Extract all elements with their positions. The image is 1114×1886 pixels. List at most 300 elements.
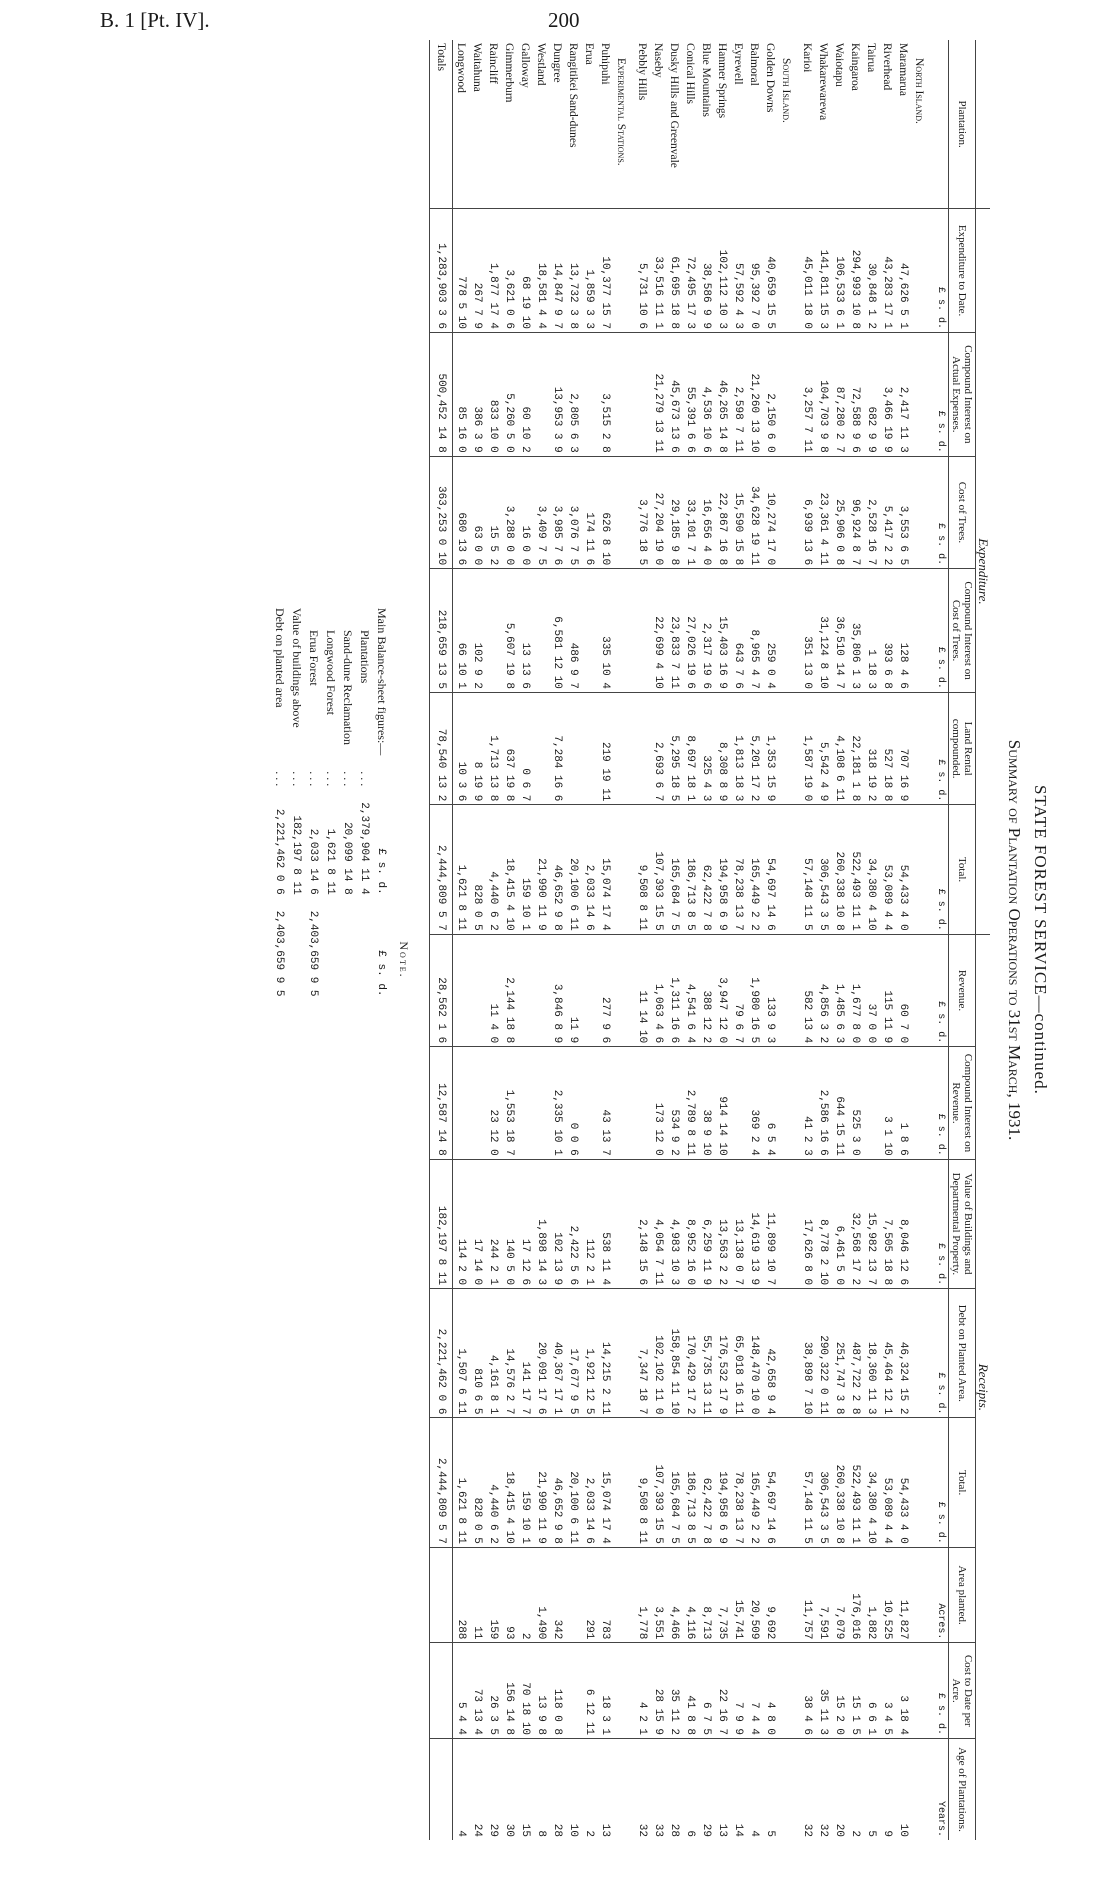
empty-cell bbox=[613, 1418, 634, 1547]
empty-cell bbox=[778, 692, 799, 804]
rotated-page bbox=[170, 40, 1050, 1840]
unit-cell: £ s. d. bbox=[932, 456, 949, 568]
table-cell: 11,827 bbox=[895, 1547, 911, 1643]
empty-cell bbox=[911, 805, 932, 934]
totals-cell: 2,444,809 5 7 bbox=[430, 1418, 453, 1547]
table-cell: 6 12 11 bbox=[581, 1643, 597, 1739]
unit-cell: £ s. d. bbox=[932, 1289, 949, 1418]
table-cell: 8,713 bbox=[698, 1547, 714, 1643]
table-row bbox=[847, 40, 863, 1840]
table-cell: 72,495 17 3 bbox=[682, 209, 698, 333]
table-cell: 54,697 14 6 bbox=[762, 1418, 778, 1547]
table-cell: 6 bbox=[682, 1739, 698, 1840]
table-cell: 9 bbox=[879, 1739, 895, 1840]
table-cell: 13 bbox=[597, 1739, 613, 1840]
table-cell: 288 bbox=[453, 1547, 470, 1643]
table-cell bbox=[485, 569, 501, 693]
empty-cell bbox=[613, 1159, 634, 1288]
table-cell: 4 2 1 bbox=[634, 1643, 650, 1739]
table-cell: 7,591 bbox=[815, 1547, 831, 1643]
unit-cell bbox=[932, 40, 949, 209]
table-cell: 15,590 15 8 bbox=[730, 456, 746, 568]
table-cell: 4,440 6 2 bbox=[485, 805, 501, 934]
table-cell: 6 5 4 bbox=[762, 1047, 778, 1159]
table-cell: 34,380 4 10 bbox=[863, 805, 879, 934]
table-cell: 107,393 15 5 bbox=[650, 805, 666, 934]
page-number: 200 bbox=[548, 8, 580, 32]
table-cell: 2,317 19 6 bbox=[698, 569, 714, 693]
note-item-value: 1,621 8 11 bbox=[324, 828, 337, 895]
empty-cell bbox=[778, 1159, 799, 1288]
table-cell: 527 18 8 bbox=[879, 692, 895, 804]
table-cell: 53,089 4 4 bbox=[879, 1418, 895, 1547]
table-cell: 3,846 8 9 bbox=[549, 934, 565, 1046]
table-cell bbox=[469, 1047, 485, 1159]
table-cell: 6,461 5 0 bbox=[831, 1159, 847, 1288]
table-cell: 13 9 8 bbox=[533, 1643, 549, 1739]
empty-cell bbox=[778, 1289, 799, 1418]
table-cell: 1,980 16 5 bbox=[746, 934, 762, 1046]
table-cell: 637 19 8 bbox=[501, 692, 517, 804]
table-cell: 351 13 0 bbox=[799, 569, 815, 693]
note-item-value: 20,099 14 8 bbox=[341, 822, 354, 895]
table-cell: 23 12 0 bbox=[485, 1047, 501, 1159]
plantation-name: Kaingaroa bbox=[849, 43, 861, 91]
table-cell: 32 bbox=[815, 1739, 831, 1840]
table-cell: 78,238 13 7 bbox=[730, 1418, 746, 1547]
table-row bbox=[581, 40, 597, 1840]
table-cell: 707 16 9 bbox=[895, 692, 911, 804]
table-cell: 1,859 3 3 bbox=[581, 209, 597, 333]
table-cell: 6,939 13 6 bbox=[799, 456, 815, 568]
column-header: Total. bbox=[949, 805, 976, 934]
empty-cell bbox=[911, 1047, 932, 1159]
table-cell: 318 19 2 bbox=[863, 692, 879, 804]
table-cell: 23,361 4 11 bbox=[815, 456, 831, 568]
empty-cell bbox=[911, 1289, 932, 1418]
table-cell: 10,274 17 0 bbox=[762, 456, 778, 568]
plantation-name: Galloway bbox=[519, 43, 531, 88]
empty-cell bbox=[778, 569, 799, 693]
note-line-label: Debt on planted area bbox=[273, 608, 287, 708]
table-cell: 4 bbox=[453, 1739, 470, 1840]
table-cell: 20,509 bbox=[746, 1547, 762, 1643]
table-cell: 28 15 9 bbox=[650, 1643, 666, 1739]
unit-cell: £ s. d. bbox=[932, 692, 949, 804]
empty-cell bbox=[911, 692, 932, 804]
table-cell: 1,882 bbox=[863, 1547, 879, 1643]
table-cell bbox=[581, 569, 597, 693]
table-cell: 20,100 6 11 bbox=[565, 805, 581, 934]
units-row bbox=[932, 40, 949, 1840]
unit-cell: £ s. d. bbox=[932, 1047, 949, 1159]
column-header: Compound Interest on Actual Expenses. bbox=[949, 332, 976, 456]
table-cell: 23,833 7 11 bbox=[666, 569, 682, 693]
table-cell: 57,148 11 5 bbox=[799, 1418, 815, 1547]
table-cell: 173 12 0 bbox=[650, 1047, 666, 1159]
table-cell: 1,311 16 6 bbox=[666, 934, 682, 1046]
column-header: Value of Buildings and Departmental Property. bbox=[949, 1159, 976, 1288]
table-row bbox=[469, 40, 485, 1840]
unit-cell: £ s. d. bbox=[932, 209, 949, 333]
table-cell: 14,847 9 7 bbox=[549, 209, 565, 333]
table-cell: 1 18 3 bbox=[863, 569, 879, 693]
table-cell: 87,280 2 7 bbox=[831, 332, 847, 456]
table-cell: 8,952 16 0 bbox=[682, 1159, 698, 1288]
table-cell bbox=[565, 1643, 581, 1739]
table-cell: 33 bbox=[650, 1739, 666, 1840]
plantation-name: Karioi bbox=[801, 43, 813, 73]
table-cell: 43 13 7 bbox=[597, 1047, 613, 1159]
table-row bbox=[714, 40, 730, 1840]
table-cell: 4,108 6 11 bbox=[831, 692, 847, 804]
table-cell: 5,542 4 9 bbox=[815, 692, 831, 804]
plantation-name: Pebbly Hills bbox=[636, 43, 648, 101]
table-cell: 194,958 6 9 bbox=[714, 805, 730, 934]
unit-cell: £ s. d. bbox=[932, 332, 949, 456]
table-cell: 35 11 3 bbox=[815, 1643, 831, 1739]
empty-cell bbox=[911, 569, 932, 693]
table-cell: 29 bbox=[698, 1739, 714, 1840]
table-cell: 5,731 10 6 bbox=[634, 209, 650, 333]
page-title: STATE FOREST SERVICE—continued. bbox=[1031, 785, 1050, 1095]
table-cell: 13,953 3 9 bbox=[549, 332, 565, 456]
table-cell: 4 bbox=[746, 1739, 762, 1840]
table-row bbox=[517, 40, 533, 1840]
table-cell: 3,985 7 6 bbox=[549, 456, 565, 568]
table-cell: 41 2 3 bbox=[799, 1047, 815, 1159]
table-cell: 8 19 9 bbox=[469, 692, 485, 804]
plantation-name: Longwood bbox=[455, 43, 467, 93]
table-cell: 11 bbox=[469, 1547, 485, 1643]
table-cell: 53,089 4 4 bbox=[879, 805, 895, 934]
totals-row bbox=[430, 40, 453, 1840]
table-cell: 386 3 9 bbox=[469, 332, 485, 456]
table-cell: 388 12 2 bbox=[698, 934, 714, 1046]
plantation-name: Gimmerburn bbox=[503, 43, 515, 103]
empty-cell bbox=[613, 934, 634, 1046]
table-cell: 7,735 bbox=[714, 1547, 730, 1643]
table-cell: 7,347 18 7 bbox=[634, 1289, 650, 1418]
table-cell: 46,652 9 8 bbox=[549, 1418, 565, 1547]
table-cell: 2,598 7 11 bbox=[730, 332, 746, 456]
totals-cell: 1,283,903 3 6 bbox=[430, 209, 453, 333]
table-cell bbox=[533, 692, 549, 804]
table-cell: 32 bbox=[799, 1739, 815, 1840]
unit-cell: £ s. d. bbox=[932, 1418, 949, 1547]
table-cell: 7,079 bbox=[831, 1547, 847, 1643]
table-row bbox=[762, 40, 778, 1840]
empty-cell bbox=[613, 1739, 634, 1840]
section-row bbox=[778, 40, 799, 1840]
table-cell: 10,377 15 7 bbox=[597, 209, 613, 333]
table-cell: 32,568 17 2 bbox=[847, 1159, 863, 1288]
totals-cell: 2,221,462 0 6 bbox=[430, 1289, 453, 1418]
table-cell: 828 0 5 bbox=[469, 1418, 485, 1547]
column-header: Compound Interest on Revenue. bbox=[949, 1047, 976, 1159]
table-cell: 43,283 17 1 bbox=[879, 209, 895, 333]
table-cell: 45,673 13 6 bbox=[666, 332, 682, 456]
totals-cell bbox=[430, 1739, 453, 1840]
table-row bbox=[666, 40, 682, 1840]
table-cell: 13,732 3 8 bbox=[565, 209, 581, 333]
table-cell: 219 19 11 bbox=[597, 692, 613, 804]
table-cell: 18 3 1 bbox=[597, 1643, 613, 1739]
plantation-name: Raincliff bbox=[487, 43, 499, 84]
table-cell: 104,703 9 8 bbox=[815, 332, 831, 456]
table-cell: 66 10 1 bbox=[453, 569, 470, 693]
table-cell: 14,576 2 7 bbox=[501, 1289, 517, 1418]
table-cell: 170,429 17 2 bbox=[682, 1289, 698, 1418]
table-cell: 2,528 16 7 bbox=[863, 456, 879, 568]
table-cell: 9,508 8 11 bbox=[634, 805, 650, 934]
table-cell: 525 3 0 bbox=[847, 1047, 863, 1159]
page-subtitle: Summary of Plantation Operations to 31st March, 1931. bbox=[1005, 739, 1024, 1141]
table-cell: 45,464 12 1 bbox=[879, 1289, 895, 1418]
table-cell: 2,144 18 8 bbox=[501, 934, 517, 1046]
empty-cell bbox=[613, 1643, 634, 1739]
table-cell: 11 4 0 bbox=[485, 934, 501, 1046]
table-cell: 487,722 2 8 bbox=[847, 1289, 863, 1418]
table-cell: 3,553 6 5 bbox=[895, 456, 911, 568]
table-cell: 3,466 19 9 bbox=[879, 332, 895, 456]
table-cell: 1,713 13 8 bbox=[485, 692, 501, 804]
table-cell: 21,990 11 9 bbox=[533, 1418, 549, 1547]
totals-cell: 78,540 13 2 bbox=[430, 692, 453, 804]
section-heading: Experimental Stations. bbox=[615, 58, 627, 166]
totals-cell bbox=[430, 1547, 453, 1643]
empty-cell bbox=[613, 1289, 634, 1418]
note-line-value: 182,197 8 11 bbox=[290, 815, 303, 895]
table-row bbox=[501, 40, 517, 1840]
table-cell: 1,621 8 11 bbox=[453, 1418, 470, 1547]
table-cell: 140 5 0 bbox=[501, 1159, 517, 1288]
table-cell: 73 13 4 bbox=[469, 1643, 485, 1739]
table-cell: 38 4 6 bbox=[799, 1643, 815, 1739]
table-cell: 93 bbox=[501, 1547, 517, 1643]
note-item-label: Plantations bbox=[358, 630, 372, 684]
empty-cell bbox=[778, 1418, 799, 1547]
table-cell: 14 bbox=[730, 1739, 746, 1840]
plantation-name: Eyrewell bbox=[732, 43, 744, 85]
empty-cell bbox=[911, 1418, 932, 1547]
table-cell: 36,510 14 7 bbox=[831, 569, 847, 693]
table-row bbox=[895, 40, 911, 1840]
table-cell: 7,505 18 8 bbox=[879, 1159, 895, 1288]
table-cell: 165,684 7 5 bbox=[666, 1418, 682, 1547]
unit-cell: £ s. d. bbox=[932, 805, 949, 934]
table-cell: 1,778 bbox=[634, 1547, 650, 1643]
table-cell: 2,335 10 1 bbox=[549, 1047, 565, 1159]
table-cell: 7,284 16 6 bbox=[549, 692, 565, 804]
table-cell: 7 4 4 bbox=[746, 1643, 762, 1739]
table-cell: 833 10 0 bbox=[485, 332, 501, 456]
table-cell: 32 bbox=[634, 1739, 650, 1840]
table-cell: 2,417 11 3 bbox=[895, 332, 911, 456]
unit-cell: Acres. bbox=[932, 1547, 949, 1643]
table-cell: 40,367 17 1 bbox=[549, 1289, 565, 1418]
table-cell: 22,181 1 8 bbox=[847, 692, 863, 804]
table-cell: 4,466 bbox=[666, 1547, 682, 1643]
table-cell: 194,958 6 9 bbox=[714, 1418, 730, 1547]
table-cell: 1,877 17 4 bbox=[485, 209, 501, 333]
table-cell: 2,033 14 6 bbox=[581, 1418, 597, 1547]
table-cell: 306,543 3 5 bbox=[815, 805, 831, 934]
table-cell: 522,493 11 1 bbox=[847, 1418, 863, 1547]
empty-cell bbox=[778, 456, 799, 568]
plantation-name: Balmoral bbox=[748, 43, 760, 86]
table-cell: 3,288 0 0 bbox=[501, 456, 517, 568]
table-cell bbox=[581, 332, 597, 456]
table-cell: 15,982 13 7 bbox=[863, 1159, 879, 1288]
table-cell: 8,046 12 6 bbox=[895, 1159, 911, 1288]
table-cell: 342 bbox=[549, 1547, 565, 1643]
table-cell: 626 8 10 bbox=[597, 456, 613, 568]
table-cell: 2,150 6 0 bbox=[762, 332, 778, 456]
empty-cell bbox=[911, 332, 932, 456]
table-cell: 13,138 0 7 bbox=[730, 1159, 746, 1288]
section-heading: South Island. bbox=[780, 58, 792, 123]
table-cell: 40,659 15 5 bbox=[762, 209, 778, 333]
table-cell: 133 9 3 bbox=[762, 934, 778, 1046]
table-cell: 1,063 4 6 bbox=[650, 934, 666, 1046]
table-cell: 1,507 6 11 bbox=[453, 1289, 470, 1418]
table-cell bbox=[533, 934, 549, 1046]
plantation-name: Dungree bbox=[551, 43, 563, 83]
table-cell: 112 2 1 bbox=[581, 1159, 597, 1288]
unit-cell: £ s. d. bbox=[932, 1643, 949, 1739]
table-cell: 15,074 17 4 bbox=[597, 1418, 613, 1547]
empty-cell bbox=[911, 456, 932, 568]
table-cell: 15,403 16 9 bbox=[714, 569, 730, 693]
table-cell: 6 7 5 bbox=[698, 1643, 714, 1739]
empty-cell bbox=[778, 209, 799, 333]
table-cell: 11,757 bbox=[799, 1547, 815, 1643]
table-cell: 1,353 15 9 bbox=[762, 692, 778, 804]
table-cell: 148,470 10 0 bbox=[746, 1289, 762, 1418]
note-line-label: Value of buildings above bbox=[290, 608, 304, 728]
table-cell: 22 16 7 bbox=[714, 1643, 730, 1739]
table-cell: 0 0 6 bbox=[565, 1047, 581, 1159]
table-cell: 2 bbox=[847, 1739, 863, 1840]
table-cell: 8,308 8 9 bbox=[714, 692, 730, 804]
table-cell: 96,924 8 7 bbox=[847, 456, 863, 568]
column-header-row bbox=[949, 40, 976, 1840]
note-heading: Main Balance-sheet figures:— bbox=[375, 608, 389, 756]
table-cell: 1,898 14 3 bbox=[533, 1159, 549, 1288]
table-cell: 21,990 11 9 bbox=[533, 805, 549, 934]
table-cell: 277 9 6 bbox=[597, 934, 613, 1046]
table-cell: 325 4 3 bbox=[698, 692, 714, 804]
table-cell: 16,656 4 0 bbox=[698, 456, 714, 568]
table-cell: 10 bbox=[565, 1739, 581, 1840]
table-cell: 28 bbox=[666, 1739, 682, 1840]
table-cell: 35 11 2 bbox=[666, 1643, 682, 1739]
table-cell bbox=[533, 569, 549, 693]
table-body bbox=[430, 40, 949, 1840]
plantation-name: Whakarewarewa bbox=[817, 43, 829, 121]
totals-cell bbox=[430, 1643, 453, 1739]
table-cell: 10 3 6 bbox=[453, 692, 470, 804]
note-title: Note. bbox=[397, 941, 411, 979]
table-cell: 5,201 17 2 bbox=[746, 692, 762, 804]
table-cell: 8,697 18 1 bbox=[682, 692, 698, 804]
table-cell: 1,921 12 5 bbox=[581, 1289, 597, 1418]
table-cell: 141 17 7 bbox=[517, 1289, 533, 1418]
page-header-left: B. 1 [Pt. IV]. bbox=[100, 8, 210, 32]
table-cell: 15,741 bbox=[730, 1547, 746, 1643]
table-cell: 54,433 4 0 bbox=[895, 805, 911, 934]
table-cell: 17,626 8 0 bbox=[799, 1159, 815, 1288]
table-cell: 335 10 4 bbox=[597, 569, 613, 693]
plantation-name: Erua bbox=[583, 43, 595, 65]
table-cell: 4,440 6 2 bbox=[485, 1418, 501, 1547]
table-cell: 4,054 7 11 bbox=[650, 1159, 666, 1288]
table-cell: 2,422 5 6 bbox=[565, 1159, 581, 1288]
table-cell: 8,965 4 7 bbox=[746, 569, 762, 693]
note-total: 2,403,659 9 5 bbox=[273, 910, 286, 997]
plantation-name: Riverhead bbox=[881, 43, 893, 91]
table-cell: 35,806 1 3 bbox=[847, 569, 863, 693]
table-cell: 393 6 8 bbox=[879, 569, 895, 693]
table-cell: 3 1 10 bbox=[879, 1047, 895, 1159]
table-cell: 79 6 7 bbox=[730, 934, 746, 1046]
table-cell bbox=[581, 1047, 597, 1159]
table-cell: 4,161 8 1 bbox=[485, 1289, 501, 1418]
plantation-name: Blue Mountains bbox=[700, 43, 712, 117]
table-cell: 3,947 12 0 bbox=[714, 934, 730, 1046]
table-cell: 8,778 2 10 bbox=[815, 1159, 831, 1288]
table-cell: 62,422 7 8 bbox=[698, 805, 714, 934]
table-cell: 176,532 17 9 bbox=[714, 1289, 730, 1418]
table-cell: 2,586 16 6 bbox=[815, 1047, 831, 1159]
table-cell: 778 5 10 bbox=[453, 209, 470, 333]
column-header: Compound Interest on Cost of Trees. bbox=[949, 569, 976, 693]
totals-cell: 363,253 0 10 bbox=[430, 456, 453, 568]
group-receipts: Receipts. bbox=[976, 934, 991, 1840]
table-cell: 5 bbox=[863, 1739, 879, 1840]
note-table: Main Balance-sheet figures:— £ s. d. £ s. d. Plantations . . . 2,379,904 11 4 Sand-dune Reclamation . . . 20,099 14 8 Longwood Forest . . . 1,621 8 11 Erua Forest . . . 2,033 14 6 2,403,659 9 5 Value of buildings above . . . 182,197 8 11 Debt on planted area . . . 2,221,462 0 6 2,403,659 9 5 bbox=[271, 600, 390, 1005]
table-cell bbox=[634, 332, 650, 456]
table-row bbox=[634, 40, 650, 1840]
table-cell: 11 9 bbox=[565, 934, 581, 1046]
note-item-label: Erua Forest bbox=[307, 630, 321, 686]
empty-cell bbox=[778, 332, 799, 456]
table-row bbox=[533, 40, 549, 1840]
plantation-name: Conical Hills bbox=[684, 43, 696, 105]
table-cell: 4,536 10 6 bbox=[698, 332, 714, 456]
table-cell: 65,018 16 11 bbox=[730, 1289, 746, 1418]
empty-cell bbox=[778, 1047, 799, 1159]
table-cell: 22,699 4 10 bbox=[650, 569, 666, 693]
table-cell: 3,257 7 11 bbox=[799, 332, 815, 456]
table-cell: 5,607 19 8 bbox=[501, 569, 517, 693]
table-cell: 46,324 15 2 bbox=[895, 1289, 911, 1418]
table-cell: 0 6 7 bbox=[517, 692, 533, 804]
note-units-1: £ s. d. bbox=[375, 848, 388, 895]
column-header: Debt on Planted Area. bbox=[949, 1289, 976, 1418]
plantation-name: Rangitikei Sand-dunes bbox=[567, 43, 579, 148]
table-cell: 20,100 6 11 bbox=[565, 1418, 581, 1547]
note-item-label: Longwood Forest bbox=[324, 630, 338, 715]
table-cell: 1 8 6 bbox=[895, 1047, 911, 1159]
table-cell: 62,422 7 8 bbox=[698, 1418, 714, 1547]
table-cell: 3,409 7 5 bbox=[533, 456, 549, 568]
table-cell: 106,533 6 1 bbox=[831, 209, 847, 333]
section-heading: North Island. bbox=[913, 58, 925, 124]
table-cell: 186,713 8 5 bbox=[682, 805, 698, 934]
table-cell: 2,148 15 6 bbox=[634, 1159, 650, 1288]
